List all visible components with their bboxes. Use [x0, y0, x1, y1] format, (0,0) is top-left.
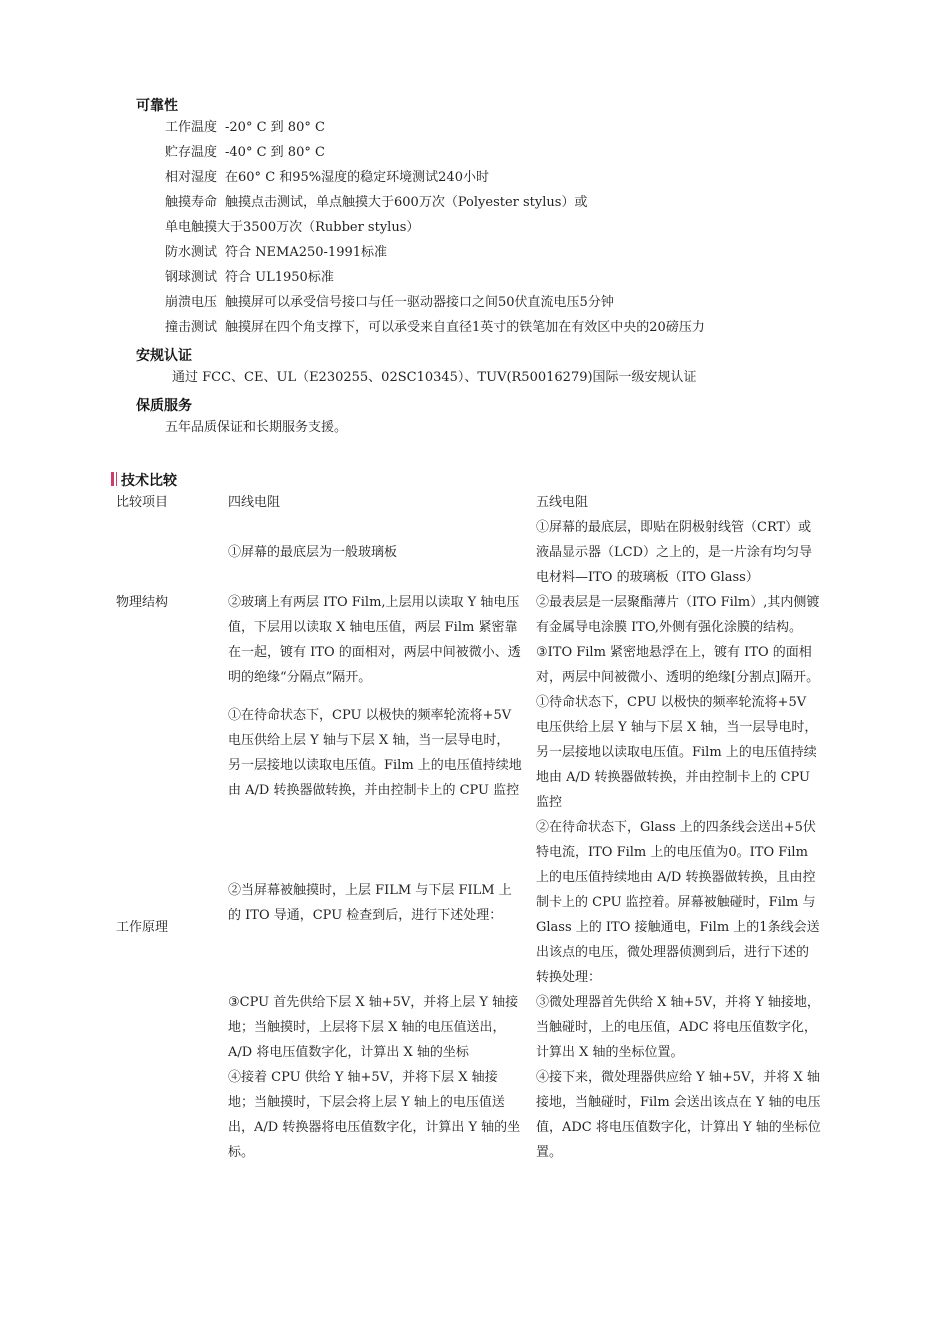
- four-wire-cell: ②当屏幕被触摸时，上层 FILM 与下层 FILM 上的 ITO 导通，CPU 检查到后，进行下述处理：: [228, 882, 512, 923]
- spec-line: [165, 293, 614, 313]
- spec-line: [165, 118, 325, 138]
- spec-value: 符合 UL1950标准: [225, 270, 334, 285]
- spec-key: 钢球测试: [165, 270, 218, 285]
- header-col-four-wire: 四线电阻: [228, 495, 281, 510]
- spec-key: 撞击测试: [165, 320, 218, 335]
- row-label-physical: 物理结构: [116, 595, 169, 610]
- spec-value: 单电触摸大于3500万次（Rubber stylus）: [165, 220, 420, 235]
- four-wire-cell: ②玻璃上有两层 ITO Film,上层用以读取 Y 轴电压值，下层用以读取 X 轴电压值，两层 Film 紧密靠在一起，镀有 ITO 的面相对，两层中间被微小、透明的绝缘“分隔点”隔开。: [228, 595, 521, 685]
- comparison-heading: 技术比较: [121, 473, 177, 489]
- comparison-table: [110, 490, 821, 1165]
- five-wire-cell: ②在待命状态下，Glass 上的四条线会送出+5伏特电流，ITO Film 上的电压值为0。ITO Film 上的电压值持续地由 A/D 转换器做转换，且由控制卡上的 CPU 监控着。屏幕被触碰时，Film 与 Glass 上的 ITO 接触通电，Film 上的1条线会送出该点的电压，微处理器侦测到后，进行下述的转换处理：: [536, 820, 820, 985]
- spec-line: [165, 318, 705, 338]
- four-wire-cell: ④接着 CPU 供给 Y 轴+5V，并将下层 X 轴接地；当触摸时，下层会将上层 Y 轴上的电压值送出，A/D 转换器将电压值数字化，计算出 Y 轴的坐标。: [228, 1070, 521, 1160]
- header-col-five-wire: 五线电阻: [536, 495, 589, 510]
- spec-line: [165, 193, 587, 213]
- certification-text: 通过 FCC、CE、UL（E230255、02SC10345）、TUV(R50016279)国际一级安规认证: [172, 370, 697, 385]
- spec-line: [165, 168, 489, 188]
- spec-key: 贮存温度: [165, 145, 218, 160]
- spec-line-continued: [165, 218, 419, 238]
- spec-line: [165, 243, 387, 263]
- spec-value: -20° C 到 80° C: [225, 120, 325, 135]
- row-label-working: 工作原理: [116, 920, 169, 935]
- spec-value: 触摸点击测试，单点触摸大于600万次（Polyester stylus）或: [225, 195, 588, 210]
- spec-value: 触摸屏可以承受信号接口与任一驱动器接口之间50伏直流电压5分钟: [225, 295, 614, 310]
- service-heading: 保质服务: [136, 398, 192, 414]
- spec-value: -40° C 到 80° C: [225, 145, 325, 160]
- header-col-item: 比较项目: [116, 495, 169, 510]
- spec-value: 符合 NEMA250-1991标准: [225, 245, 388, 260]
- section-marker: [116, 472, 117, 486]
- five-wire-cell: ④接下来，微处理器供应给 Y 轴+5V，并将 X 轴接地，当触碰时，Film 会送出该点在 Y 轴的电压值，ADC 将电压值数字化，计算出 Y 轴的坐标位置。: [536, 1070, 821, 1160]
- spec-key: 防水测试: [165, 245, 218, 260]
- spec-key: 相对湿度: [165, 170, 218, 185]
- table-row: [110, 690, 821, 815]
- spec-line: [165, 268, 334, 288]
- spec-key: 触摸寿命: [165, 195, 218, 210]
- five-wire-cell: ①待命状态下，CPU 以极快的频率轮流将+5V 电压供给上层 Y 轴与下层 X 轴，当一层导电时，另一层接地以读取电压值。Film 上的电压值持续地由 A/D 转换器做转换，并由控制卡上的 CPU 监控: [536, 695, 818, 810]
- service-text: 五年品质保证和长期服务支援。: [165, 420, 348, 435]
- spec-value: 在60° C 和95%湿度的稳定环境测试240小时: [225, 170, 489, 185]
- spec-value: 触摸屏在四个角支撑下，可以承受来自直径1英寸的铁笔加在有效区中央的20磅压力: [225, 320, 705, 335]
- five-wire-cell: ③ITO Film 紧密地悬浮在上，镀有 ITO 的面相对，两层中间被微小、透明的绝缘[分割点]隔开。: [536, 645, 820, 685]
- reliability-heading: 可靠性: [136, 98, 178, 114]
- table-header-row: [110, 490, 821, 515]
- four-wire-cell: ①在待命状态下，CPU 以极快的频率轮流将+5V 电压供给上层 Y 轴与下层 X 轴，当一层导电时，另一层接地以读取电压值。Film 上的电压值持续地由 A/D 转换器做转换，并由控制卡上的 CPU 监控: [228, 707, 522, 798]
- four-wire-cell: ①屏幕的最底层为一般玻璃板: [228, 545, 398, 560]
- table-row: [110, 515, 821, 590]
- spec-line: [165, 143, 325, 163]
- five-wire-cell: ③微处理器首先供给 X 轴+5V，并将 Y 轴接地，当触碰时，上的电压值，ADC 将电压值数字化，计算出 X 轴的坐标位置。: [536, 995, 820, 1060]
- five-wire-cell: ②最表层是一层聚酯薄片（ITO Film）,其内侧镀有金属导电涂膜 ITO,外侧有强化涂膜的结构。: [536, 595, 820, 635]
- section-marker: [111, 472, 114, 486]
- certification-heading: 安规认证: [136, 348, 192, 364]
- five-wire-cell: ①屏幕的最底层，即贴在阴极射线管（CRT）或液晶显示器（LCD）之上的，是一片涂有均匀导电材料—ITO 的玻璃板（ITO Glass）: [536, 520, 813, 585]
- spec-key: 崩溃电压: [165, 295, 218, 310]
- spec-key: 工作温度: [165, 120, 218, 135]
- four-wire-cell: ③CPU 首先供给下层 X 轴+5V，并将上层 Y 轴接地；当触摸时，上层将下层 X 轴的电压值送出，A/D 将电压值数字化，计算出 X 轴的坐标: [228, 995, 519, 1060]
